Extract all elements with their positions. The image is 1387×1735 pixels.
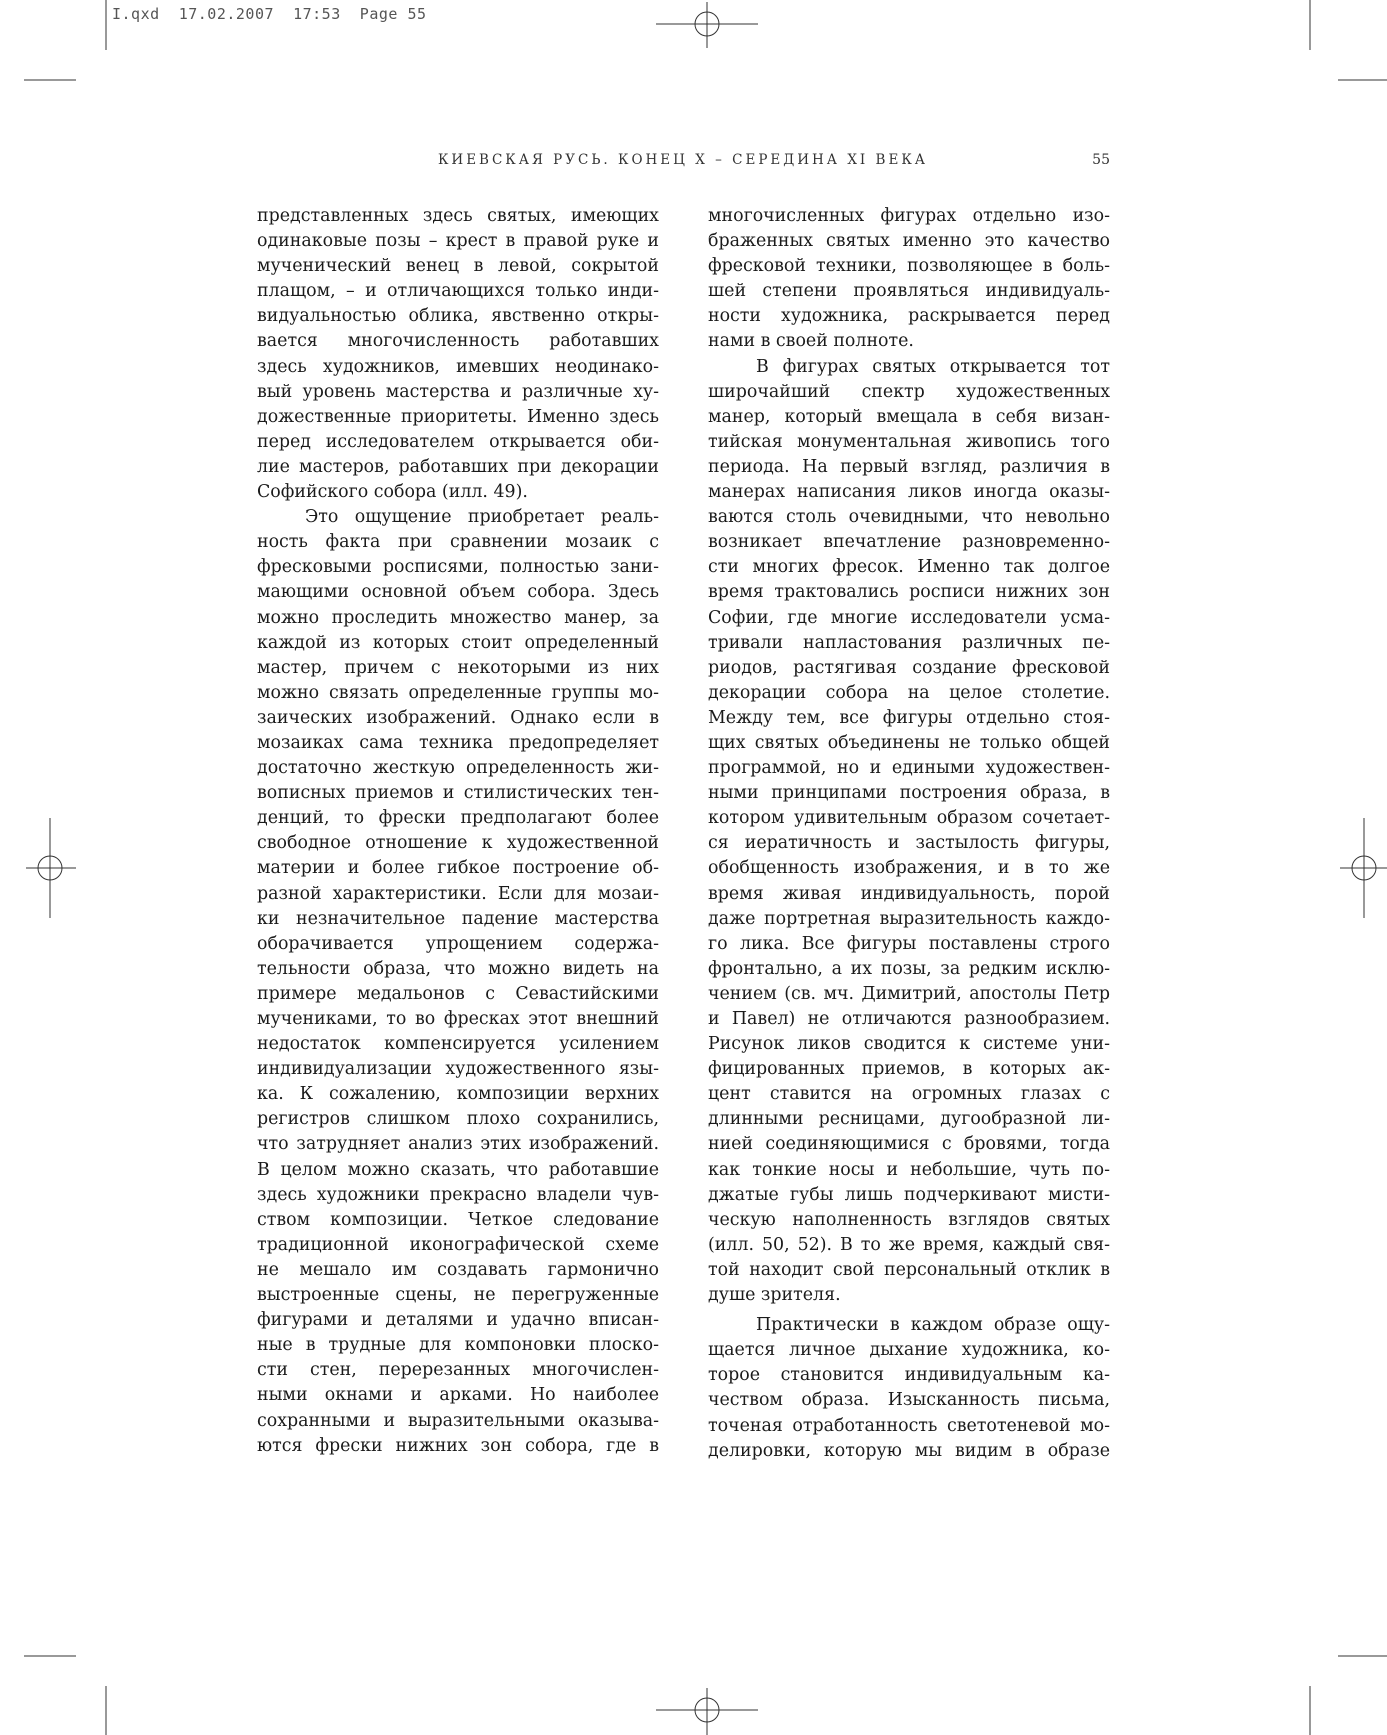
text-line: ка. К сожалению, композиции верхних: [257, 1084, 659, 1105]
text-line: сти многих фресок. Именно так долгое: [708, 557, 1110, 578]
page-number: 55: [1092, 152, 1110, 168]
text-line: мучениками, то во фресках этот внешний: [257, 1009, 659, 1029]
text-line: чеством образа. Изысканность письма,: [708, 1390, 1110, 1411]
text-line: денций, то фрески предполагают более: [257, 808, 659, 829]
text-line: манер, который вмещала в себя визан-: [708, 406, 1110, 427]
text-line: длинными ресницами, дугообразной ли-: [708, 1109, 1110, 1130]
running-head: КИЕВСКАЯ РУСЬ. КОНЕЦ X – СЕРЕДИНА XI ВЕКА: [437, 152, 928, 168]
text-line: оборачивается упрощением содержа-: [257, 933, 659, 954]
text-line: не мешало им создавать гармонично: [257, 1259, 659, 1280]
text-line: даже портретная выразительность каждо-: [708, 908, 1110, 929]
text-line: ством композиции. Четкое следование: [257, 1209, 659, 1230]
text-line: можно связать определенные группы мо-: [257, 682, 659, 703]
text-line: той находит свой персональный отклик в: [708, 1259, 1110, 1280]
text-line: Софии, где многие исследователи усма-: [708, 607, 1110, 628]
text-line: фресковыми росписями, полностью зани-: [257, 557, 659, 578]
text-line: разной характеристики. Если для мозаи-: [257, 883, 659, 904]
text-line: Между тем, все фигуры отдельно стоя-: [708, 707, 1110, 728]
text-line: многочисленных фигурах отдельно изо-: [708, 206, 1110, 226]
text-line: Практически в каждом образе ощу-: [756, 1315, 1110, 1336]
text-line: душе зрителя.: [708, 1285, 841, 1306]
text-line: ные в трудные для компоновки плоско-: [257, 1335, 659, 1356]
text-line: мастер, причем с некоторыми из них: [257, 657, 659, 678]
text-line: дожественные приоритеты. Именно здесь: [257, 406, 659, 427]
text-line: щих святых объединены не только общей: [708, 732, 1110, 753]
text-line: достаточно жесткую определенность жи-: [257, 758, 659, 779]
text-line: нами в своей полноте.: [708, 331, 914, 352]
text-line: примере медальонов с Севастийскими: [257, 983, 659, 1004]
text-line: котором удивительным образом сочетает-: [708, 808, 1110, 829]
text-line: одинаковые позы – крест в правой руке и: [257, 231, 659, 252]
registration-mark-right: [1340, 818, 1387, 918]
text-line: го лика. Все фигуры поставлены строго: [708, 933, 1110, 954]
text-line: плащом, – и отличающихся только инди-: [257, 281, 659, 302]
text-line: Рисунок ликов сводится к системе уни-: [708, 1034, 1110, 1055]
text-line: декорации собора на целое столетие.: [708, 682, 1110, 703]
text-line: регистров слишком плохо сохранились,: [257, 1109, 659, 1130]
text-line: обобщенность изображения, и в то же: [708, 858, 1110, 879]
registration-mark-left: [26, 818, 76, 918]
text-line: торое становится индивидуальным ка-: [708, 1365, 1110, 1386]
text-line: возникает впечатление разновременно-: [708, 532, 1110, 553]
text-line: фицированных приемов, в которых ак-: [708, 1059, 1110, 1080]
text-line: фигурами и деталями и удачно вписан-: [257, 1310, 659, 1331]
text-column-left: [257, 204, 659, 1459]
text-line: вый уровень мастерства и различные ху-: [257, 381, 659, 402]
text-line: здесь художников, имевших неодинако-: [257, 356, 659, 377]
text-line: тривали напластования различных пе-: [708, 632, 1110, 653]
text-line: ваются столь очевидными, что невольно: [708, 507, 1110, 528]
text-line: широчайший спектр художественных: [708, 381, 1110, 402]
text-line: заических изображений. Однако если в: [257, 707, 659, 728]
text-line: лие мастеров, работавших при декорации: [257, 456, 659, 477]
text-line: вается многочисленность работавших: [257, 331, 659, 352]
text-line: видуальностью облика, явственно откры-: [257, 306, 659, 327]
text-line: ческую наполненность взглядов святых: [708, 1209, 1110, 1230]
text-line: нией соединяющимися с бровями, тогда: [708, 1134, 1110, 1155]
text-line: здесь художники прекрасно владели чув-: [257, 1184, 659, 1205]
text-line: свободное отношение к художественной: [257, 833, 659, 854]
text-line: тийская монументальная живопись того: [708, 431, 1110, 452]
text-line: периода. На первый взгляд, различия в: [708, 456, 1110, 477]
text-line: Софийского собора (илл. 49).: [257, 482, 528, 503]
text-line: риодов, растягивая создание фресковой: [708, 657, 1110, 678]
text-line: ность факта при сравнении мозаик с: [257, 532, 659, 553]
text-line: чением (св. мч. Димитрий, апостолы Петр: [708, 983, 1110, 1004]
text-line: браженных святых именно это качество: [708, 231, 1110, 252]
text-line: джатые губы лишь подчеркивают мисти-: [708, 1184, 1110, 1205]
text-line: индивидуализации художественного язы-: [257, 1059, 659, 1080]
text-line: и Павел) не отличаются разнообразием.: [708, 1009, 1110, 1029]
text-line: мученический венец в левой, сокрытой: [257, 256, 659, 277]
text-line: ными принципами построения образа, в: [708, 783, 1110, 804]
text-line: ки незначительное падение мастерства: [257, 908, 659, 929]
text-line: делировки, которую мы видим в образе: [708, 1440, 1110, 1461]
text-line: В целом можно сказать, что работавшие: [257, 1159, 659, 1180]
text-line: ся иератичность и застылость фигуры,: [708, 833, 1110, 854]
text-line: традиционной иконографической схеме: [257, 1234, 659, 1255]
text-line: ются фрески нижних зон собора, где в: [257, 1435, 659, 1456]
text-line: сти стен, перерезанных многочислен-: [257, 1360, 659, 1381]
text-line: недостаток компенсируется усилением: [257, 1034, 659, 1055]
text-line: мозаиках сама техника предопределяет: [257, 732, 659, 753]
printer-slug: I.qxd 17.02.2007 17:53 Page 55: [112, 5, 427, 23]
text-line: время живая индивидуальность, порой: [708, 883, 1110, 904]
text-line: щается личное дыхание художника, ко-: [708, 1340, 1110, 1361]
text-line: ности художника, раскрывается перед: [708, 306, 1110, 327]
text-line: выстроенные сцены, не перегруженные: [257, 1285, 659, 1306]
text-line: что затрудняет анализ этих изображений.: [257, 1134, 659, 1155]
text-line: точеная отработанность светотеневой мо-: [708, 1415, 1110, 1436]
text-line: материи и более гибкое построение об-: [257, 858, 659, 879]
text-line: программой, но и едиными художествен-: [708, 758, 1110, 779]
text-line: (илл. 50, 52). В то же время, каждый свя-: [708, 1234, 1110, 1255]
text-line: В фигурах святых открывается тот: [756, 356, 1110, 377]
registration-mark-bottom: [656, 1688, 758, 1735]
text-line: шей степени проявляться индивидуаль-: [708, 281, 1110, 302]
text-line: фресковой техники, позволяющее в боль-: [708, 256, 1110, 277]
text-line: Это ощущение приобретает реаль-: [305, 507, 659, 528]
text-line: представленных здесь святых, имеющих: [257, 206, 659, 226]
text-line: время трактовались росписи нижних зон: [708, 582, 1110, 603]
text-line: каждой из которых стоит определенный: [257, 632, 659, 653]
text-line: сохранными и выразительными оказыва-: [257, 1410, 659, 1431]
registration-mark-top: [656, 2, 758, 48]
text-line: как тонкие носы и небольшие, чуть по-: [708, 1159, 1110, 1180]
text-line: тельности образа, что можно видеть на: [257, 958, 659, 979]
text-line: мающими основной объем собора. Здесь: [257, 582, 659, 603]
text-line: манерах написания ликов иногда оказы-: [708, 482, 1110, 503]
text-line: можно проследить множество манер, за: [257, 607, 659, 628]
text-column-right: [708, 204, 1110, 1464]
text-line: цент ставится на огромных глазах с: [708, 1084, 1110, 1105]
text-line: ными окнами и арками. Но наиболее: [257, 1385, 659, 1406]
text-line: вописных приемов и стилистических тен-: [257, 783, 659, 804]
text-line: фронтально, а их позы, за редким исклю-: [708, 958, 1110, 979]
text-line: перед исследователем открывается оби-: [257, 431, 659, 452]
